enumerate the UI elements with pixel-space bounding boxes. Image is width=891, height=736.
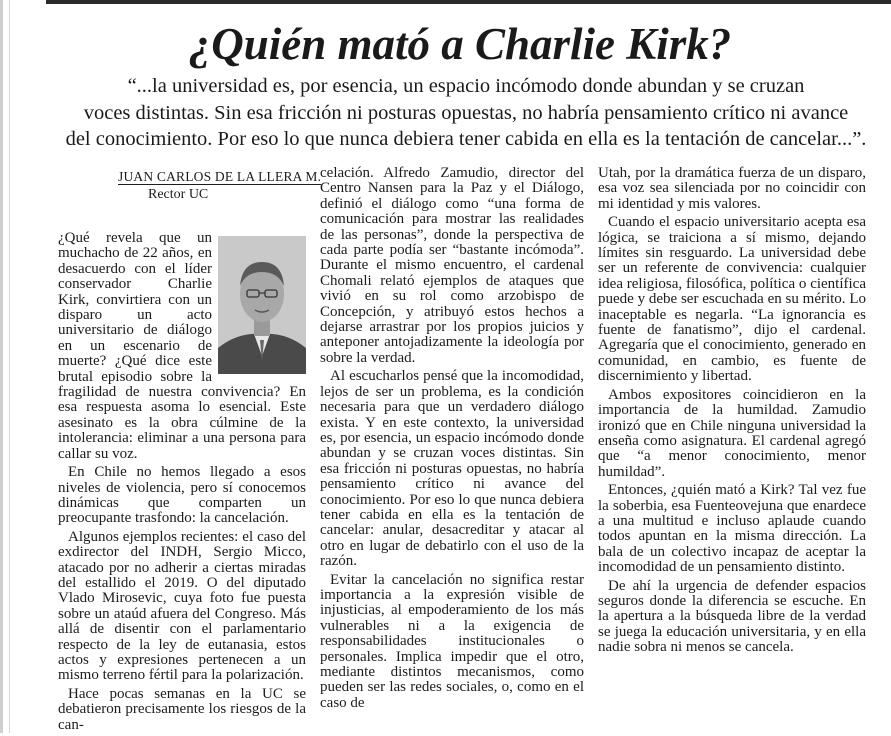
paragraph: Utah, por la dramática fuerza de un disparo, esa voz sea silenciada por no coincidir con mi identidad y mis valores. xyxy=(598,165,866,212)
paragraph: celación. Alfredo Zamudio, director del Centro Nansen para la Paz y el Diálogo, definió el diálogo como “una forma de comunicación para mostrar las realidades de las personas”, donde la perspectiva de cada parte podía ser “bastante incómoda”. Durante el mismo encuentro, el cardenal Chomali relató ejemplos de ataques que vivió en su rol como arzobispo de Concepción, y atribuyó estos hechos a dejarse arrastrar por los propios juicios y anteponer antojadizamente la ideología por sobre la verdad. xyxy=(320,165,584,366)
paragraph: En Chile no hemos llegado a esos niveles de violencia, pero sí conocemos dinámicas que comparten un preocupante trasfondo: la cancelación. xyxy=(58,464,306,527)
page-edge xyxy=(0,0,3,733)
paragraph: Hace pocas semanas en la UC se debatieron precisamente los riesgos de la can- xyxy=(58,685,306,733)
top-rule xyxy=(46,0,891,4)
paragraph: Algunos ejemplos recientes: el caso del exdirector del INDH, Sergio Micco, atacado por no adherir a ciertas miradas del estallido el 2019. O del diputado Vlado Mirosevic, cuya foto fue puesta sobre un ataúd afuera del Congreso. Más allá de disentir con el parlamentario respecto de la ley de eutanasia, estos actos y expresiones pertenecen a un mismo terreno fértil para la polarización. xyxy=(58,528,306,684)
paragraph: Al escucharlos pensé que la incomodidad, lejos de ser un problema, es la condición necesaria para que un verdadero diálogo exista. Y en este contexto, la universidad es, por esencia, un espacio incómodo donde abundan y se cruzan voces distintas. Sin esa fricción ni posturas opuestas, no habría pensamiento crítico ni avance del conocimiento. Por eso lo que nunca debiera tener cabida en ella es la tentación de cancelar: anular, desacreditar y atacar al otro en lugar de debatirlo con el uso de la razón. xyxy=(320,368,584,570)
deck-line: “...la universidad es, por esencia, un espacio incómodo donde abundan y se cruzan xyxy=(127,75,805,97)
deck-line: voces distintas. Sin esa fricción ni posturas opuestas, no habría pensamiento crítico ni avance xyxy=(83,101,849,124)
author-name: JUAN CARLOS DE LA LLERA M. xyxy=(118,169,322,184)
page-edge-line xyxy=(9,0,10,733)
author-role: Rector UC xyxy=(148,187,209,202)
paragraph: ¿Qué revela que un muchacho de 22 años, en desacuerdo con el líder conservador Charlie Kirk, convirtiera con un disparo un acto universitario de diálogo en un escenario de muerte? ¿Qué dice este brutal episodio sobre la fragilidad de nuestra convivencia? En esa respuesta asoma lo esencial. Este asesinato es la obra cúlmine de la intolerancia: eliminar a una persona para callar su voz. xyxy=(58,230,306,462)
paragraph: De ahí la urgencia de defender espacios seguros donde la diferencia se escuche. En la apertura a la búsqueda libre de la verdad se juega la educación universitaria, y en ella nadie sobra ni menos se cancela. xyxy=(598,577,866,656)
paragraph: Cuando el espacio universitario acepta esa lógica, se traiciona a sí mismo, dejando límites sin resguardo. La universidad debe ser un referente de convivencia: cualquier idea religiosa, filosófica, política o científica puede y debe ser escuchada en su mérito. Lo inaceptable es negarla. “La ignorancia es fuente de fanatismo”, dijo el cardenal. Agregaría que el conocimiento, generado en comunidad, en cambio, es fuente de discernimiento y libertad. xyxy=(598,214,866,385)
column-1 xyxy=(58,231,306,736)
paragraph: Ambos expositores coincidieron en la importancia de la humildad. Zamudio ironizó que en Chile ninguna universidad la enseña como asignatura. El cardenal agregó que “a menor conocimiento, menor humildad”. xyxy=(598,386,866,480)
author-portrait-icon xyxy=(218,236,306,374)
column-3 xyxy=(598,166,866,659)
paragraph: Entonces, ¿quién mató a Kirk? Tal vez fue la soberbia, esa Fuenteovejuna que enardece a una multitud e incluso aplaude cuando todos apuntan en la misma dirección. La bala de un colectivo incapaz de aceptar la incomodidad de un pensamiento distinto. xyxy=(598,482,866,576)
deck-line: del conocimiento. Por eso lo que nunca debiera tener cabida en ella es la tentación de cancelar...”. xyxy=(65,128,867,150)
article-title: ¿Quién mató a Charlie Kirk? xyxy=(188,19,732,69)
author-photo xyxy=(218,236,306,374)
column-2 xyxy=(320,166,584,714)
paragraph: Evitar la cancelación no significa restar importancia a la expresión visible de injusticias, al empoderamiento de los más vulnerables ni a la exigencia de responsabilidades institucionales o personales. Implica impedir que el otro, mediante distintos mecanismos, como pueden ser las redes sociales, o, como en el caso de xyxy=(320,571,584,711)
article-deck xyxy=(60,73,872,153)
